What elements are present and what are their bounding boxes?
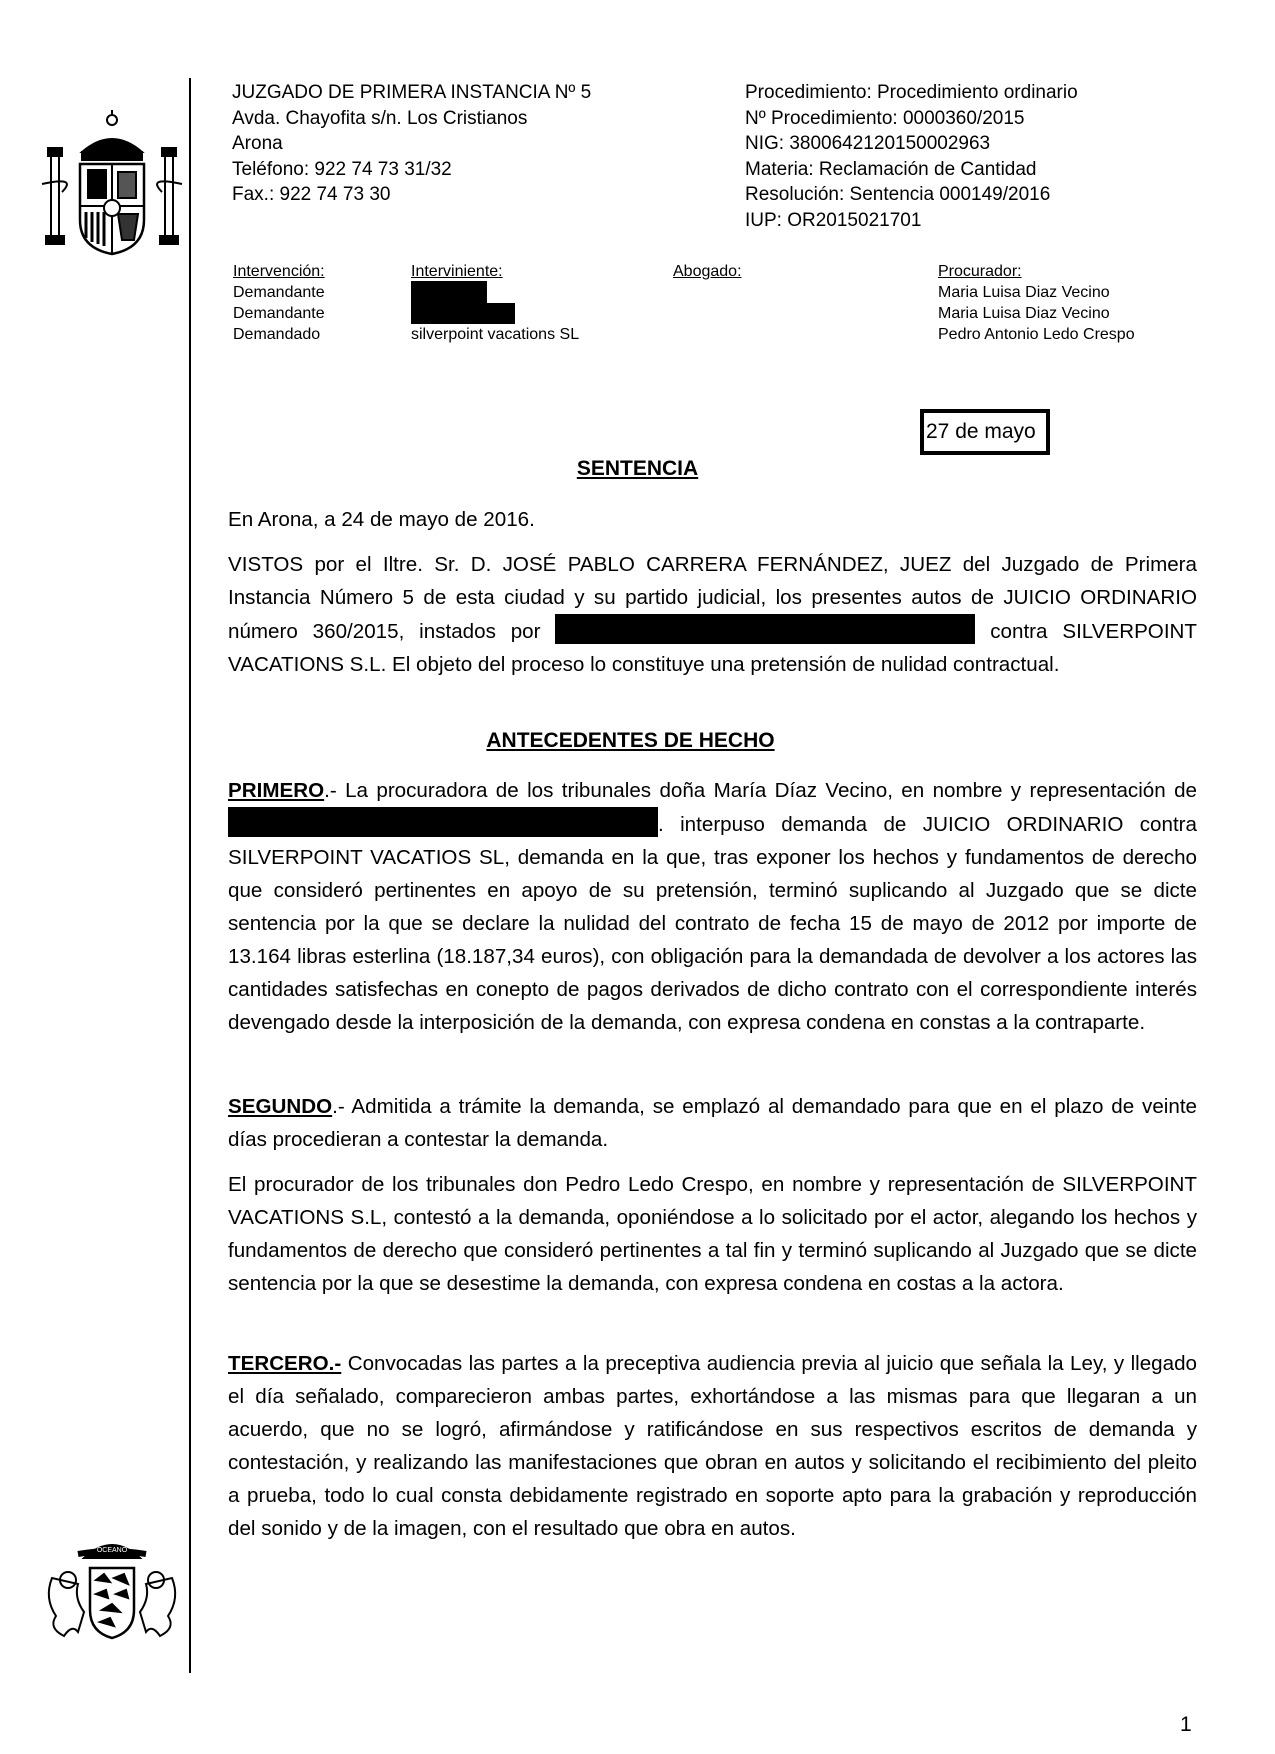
vistos-text-continued: contra SILVERPOINT VACATIONS S.L. El objeto del proceso lo constituye una pretensión de nulidad contractual. xyxy=(228,620,1197,676)
col-abogado xyxy=(673,261,742,282)
row-procurador: Maria Luisa Diaz Vecino xyxy=(938,284,1110,301)
document-title: SENTENCIA xyxy=(576,457,699,480)
procedure-number: Nº Procedimiento: 0000360/2015 xyxy=(745,107,1025,129)
procurador-paragraph: El procurador de los tribunales don Pedro Ledo Crespo, en nombre y representación de SILVERPOINT VACATIONS S.L, contestó a la demanda, oponiéndose a lo solicitado por el actor, alegando los hechos y fundamentos de derecho que consideró pertinentes a tal fin y terminó suplicando al Juzgado que se dicte sentencia por la que se desestime la demanda, con expresa condena en costas a la actora. xyxy=(228,1173,1197,1295)
segundo-paragraph xyxy=(228,1090,1197,1156)
redacted-plaintiffs xyxy=(228,807,658,837)
primero-text-continued: . interpuso demanda de JUICIO ORDINARIO contra SILVERPOINT VACATIOS SL, demanda en la que, tras exponer los hechos y fundamentos de derecho que consideró pertinentes en apoyo de su pretensión, terminó suplicando al Juzgado que se dicte sentencia por la que se declare la nulidad del contrato de fecha 15 de mayo de 2012 por importe de 13.164 libras esterlina (18.187,34 euros), con obligación para la demandada de devolver a los actores las cantidades satisfechas en conepto de pagos derivados de dicho contrato con el correspondiente interés devengado desde la interposición de la demanda, con expresa condena en constas a la contraparte. xyxy=(228,813,1197,1034)
procedure-resolution: Resolución: Sentencia 000149/2016 xyxy=(745,184,1051,205)
tercero-text: Convocadas las partes a la preceptiva audiencia previa al juicio que señala la Ley, y llegado el día señalado, comparecieron ambas partes, exhortándose a las mismas para que llegaran a un acuerdo, que no se logró, afirmándose y ratificándose en sus respectivos escritos de demanda y contestación, y realizando las manifestaciones que obran en autos y solicitando el recibimiento del pleito a prueba, todo lo cual consta debidamente registrado en soporte apto para la grabación y reproducción del sonido y de la imagen, con el resultado que obra en autos. xyxy=(228,1352,1197,1540)
page-number: 1 xyxy=(1180,1713,1192,1736)
header-intervencion: Intervención: xyxy=(233,263,325,280)
primero-label: PRIMERO xyxy=(228,779,325,802)
row-procurador: Maria Luisa Diaz Vecino xyxy=(938,305,1110,322)
primero-text: .- La procuradora de los tribunales doña María Díaz Vecino, en nombre y representación de xyxy=(324,779,1197,802)
margin-rule xyxy=(189,78,191,1673)
col-interviniente xyxy=(411,261,579,345)
header-interviniente: Interviniente: xyxy=(411,263,503,280)
court-city: Arona xyxy=(232,133,283,154)
redacted-name xyxy=(411,303,515,324)
procedure-iup: IUP: OR2015021701 xyxy=(745,209,922,231)
header-procurador: Procurador: xyxy=(938,263,1022,280)
vistos-paragraph xyxy=(228,548,1197,681)
redacted-name xyxy=(411,281,487,305)
row-intervencion: Demandante xyxy=(233,305,325,322)
header-abogado: Abogado: xyxy=(673,263,742,280)
court-fax: Fax.: 922 74 73 30 xyxy=(232,184,391,205)
col-procurador xyxy=(938,261,1135,345)
court-name: JUZGADO DE PRIMERA INSTANCIA Nº 5 xyxy=(232,82,592,103)
procedure-nig: NIG: 3800642120150002963 xyxy=(745,133,991,154)
canary-islands-coat-of-arms-icon xyxy=(38,1528,186,1648)
row-intervencion: Demandado xyxy=(233,326,321,343)
procedure-type: Procedimiento: Procedimiento ordinario xyxy=(745,82,1078,103)
procedure-materia: Materia: Reclamación de Cantidad xyxy=(745,158,1037,180)
row-intervencion: Demandante xyxy=(233,284,325,301)
court-info xyxy=(232,80,591,208)
antecedentes-heading: ANTECEDENTES DE HECHO xyxy=(486,729,775,752)
procedure-info xyxy=(745,80,1078,233)
redacted-plaintiffs xyxy=(555,614,975,644)
date-line: En Arona, a 24 de mayo de 2016. xyxy=(228,508,535,531)
spain-coat-of-arms-icon xyxy=(38,108,186,260)
tercero-label: TERCERO.- xyxy=(228,1352,342,1375)
primero-paragraph xyxy=(228,774,1197,1039)
segundo-label: SEGUNDO xyxy=(228,1095,333,1118)
vistos-text: VISTOS por el Iltre. Sr. D. JOSÉ PABLO CARRERA FERNÁNDEZ, JUEZ del Juzgado de Primera Instancia Número 5 de esta ciudad y su partido judicial, los presentes autos de JUICIO ORDINARIO número 360/2015, instados por xyxy=(228,553,1197,643)
received-date-stamp: 27 de mayo xyxy=(920,409,1050,455)
row-procurador: Pedro Antonio Ledo Crespo xyxy=(938,326,1135,343)
court-address: Avda. Chayofita s/n. Los Cristianos xyxy=(232,107,528,129)
row-interviniente: silverpoint vacations SL xyxy=(411,326,580,343)
segundo-text: .- Admitida a trámite la demanda, se emplazó al demandado para que en el plazo de veinte días procedieran a contestar la demanda. xyxy=(228,1095,1197,1151)
court-phone: Teléfono: 922 74 73 31/32 xyxy=(232,158,452,180)
tercero-paragraph xyxy=(228,1347,1197,1545)
crest-motto: OCEANO xyxy=(96,1547,128,1554)
col-intervencion xyxy=(233,261,325,345)
